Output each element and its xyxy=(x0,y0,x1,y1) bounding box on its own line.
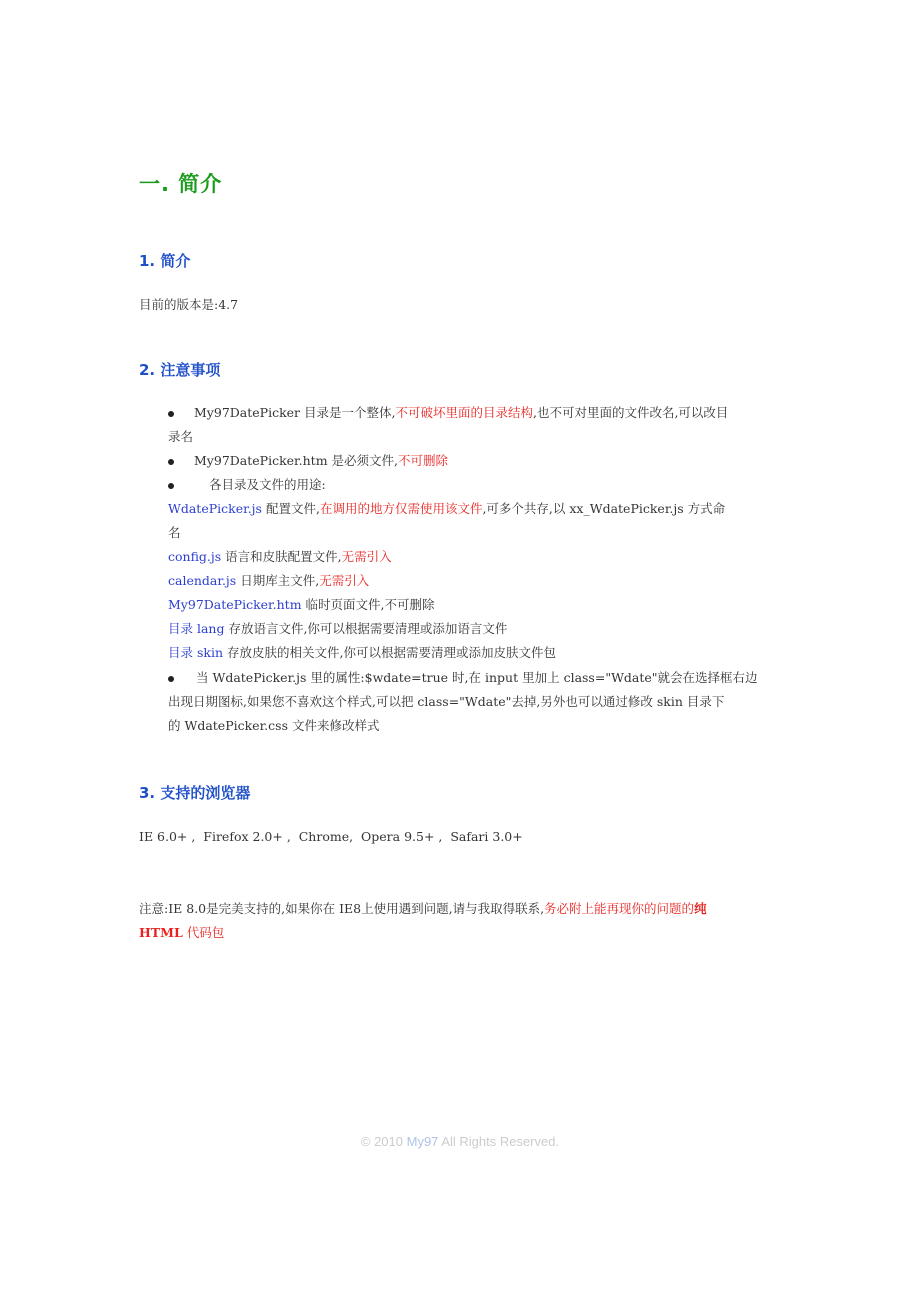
copyright-text: © 2010 xyxy=(360,1134,407,1149)
file-wdatepicker xyxy=(168,497,725,521)
notes-item-2-text: My97DatePicker.htm 是必须文件, xyxy=(194,453,398,468)
file-config xyxy=(168,545,392,569)
copyright-footer xyxy=(0,1134,920,1149)
heading-notes: 2. 注意事项 xyxy=(139,361,221,379)
bullet-dot xyxy=(168,676,174,682)
note-html: HTML xyxy=(139,925,183,940)
note-text: 注意:IE 8.0是完美支持的,如果你在 IE8上使用遇到问题,请与我取得联系, xyxy=(139,901,545,916)
note-line-1 xyxy=(139,897,707,921)
browser-list: IE 6.0+ , Firefox 2.0+ , Chrome, Opera 9.5+ , Safari 3.0+ xyxy=(139,829,523,844)
file-desc: 语言和皮肤配置文件, xyxy=(221,549,342,564)
dir-name-skin: 目录 skin xyxy=(168,645,224,660)
note-line-2 xyxy=(139,921,224,945)
file-desc: 临时页面文件,不可删除 xyxy=(301,597,435,612)
dir-name-lang: 目录 lang xyxy=(168,621,225,636)
notes-item-3: 各目录及文件的用途: xyxy=(209,477,326,492)
dir-desc: 存放语言文件,你可以根据需要清理或添加语言文件 xyxy=(224,621,508,636)
section-title-intro: 一. 简介 xyxy=(139,172,223,196)
copyright-rights: All Rights Reserved. xyxy=(438,1134,560,1149)
notes-item-1-text: My97DatePicker 目录是一个整体, xyxy=(194,405,396,420)
note-emphasis: 纯 xyxy=(694,901,707,916)
notes-item-1 xyxy=(194,401,728,425)
note-warning: 务必附上能再现你的问题的 xyxy=(544,901,695,916)
notes-item-1-warning: 不可破坏里面的目录结构 xyxy=(395,405,533,420)
heading-browsers: 3. 支持的浏览器 xyxy=(139,784,251,802)
bullet-dot xyxy=(168,483,174,489)
dir-skin xyxy=(168,641,556,665)
notes-item-4-line1: 当 WdatePicker.js 里的属性:$wdate=true 时,在 input 里加上 class="Wdate"就会在选择框右边 xyxy=(196,670,758,685)
notes-item-1-rest: ,也不可对里面的文件改名,可以改目 xyxy=(532,405,729,420)
file-name-wdatepicker: WdatePicker.js xyxy=(168,501,262,516)
file-warning: 无需引入 xyxy=(319,573,370,588)
file-name-calendar: calendar.js xyxy=(168,573,237,588)
note-code-package: 代码包 xyxy=(182,925,225,940)
file-warning: 无需引入 xyxy=(341,549,392,564)
bullet-dot xyxy=(168,459,174,465)
file-name-config: config.js xyxy=(168,549,222,564)
file-wdatepicker-wrap: 名 xyxy=(168,525,181,540)
version-text: 目前的版本是:4.7 xyxy=(139,297,239,312)
notes-item-4-line2: 出现日期图标,如果您不喜欢这个样式,可以把 class="Wdate"去掉,另外也可以通过修改 skin 目录下 xyxy=(168,694,725,709)
dir-lang xyxy=(168,617,507,641)
file-desc-rest: ,可多个共存,以 xx_WdatePicker.js 方式命 xyxy=(482,501,726,516)
notes-item-4-line3: 的 WdatePicker.css 文件来修改样式 xyxy=(168,718,380,733)
file-desc: 日期库主文件, xyxy=(236,573,320,588)
dir-desc: 存放皮肤的相关文件,你可以根据需要清理或添加皮肤文件包 xyxy=(223,645,556,660)
file-warning: 在调用的地方仅需使用该文件 xyxy=(319,501,483,516)
file-my97 xyxy=(168,593,435,617)
notes-item-2 xyxy=(194,449,448,473)
heading-intro: 1. 简介 xyxy=(139,252,191,270)
file-calendar xyxy=(168,569,369,593)
file-desc: 配置文件, xyxy=(261,501,320,516)
file-name-my97: My97DatePicker.htm xyxy=(168,597,302,612)
notes-item-2-warning: 不可删除 xyxy=(398,453,449,468)
brand-link[interactable]: My97 xyxy=(406,1134,439,1149)
notes-item-1-wrap: 录名 xyxy=(168,429,194,444)
bullet-dot xyxy=(168,411,174,417)
